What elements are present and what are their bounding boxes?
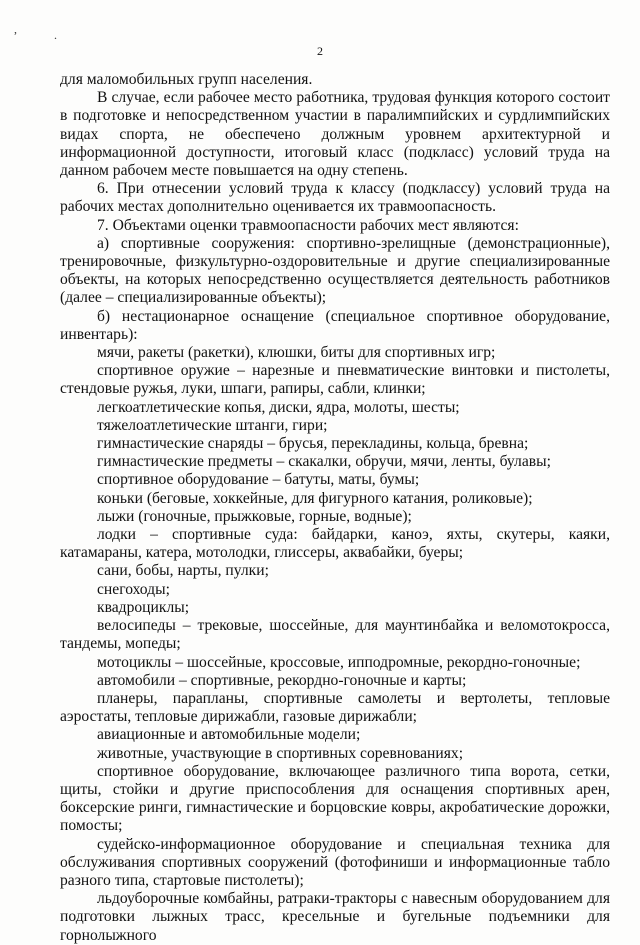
- paragraph: гимнастические предметы – скакалки, обручи, мячи, ленты, булавы;: [97, 453, 551, 471]
- paragraph: лыжи (гоночные, прыжковые, горные, водные);: [97, 507, 412, 525]
- paragraph: для маломобильных групп населения.: [60, 71, 313, 88]
- scan-mark: .: [54, 28, 57, 42]
- paragraph: снегоходы;: [97, 580, 170, 598]
- scan-mark: ,: [14, 22, 17, 36]
- page-number: 2: [317, 44, 323, 58]
- paragraph: планеры, парапланы, спортивные самолеты и вертолеты, тепловые аэростаты, тепловые дирижабли, газовые дирижабли;: [60, 689, 610, 726]
- paragraph: велосипеды – трековые, шоссейные, для маунтинбайка и веломотокросса, тандемы, мопеды;: [60, 617, 610, 653]
- paragraph: квадроциклы;: [97, 598, 190, 616]
- paragraph: мячи, ракеты (ракетки), клюшки, биты для спортивных игр;: [97, 344, 496, 362]
- paragraph: автомобили – спортивные, рекордно-гоночные и карты;: [97, 671, 467, 689]
- paragraph: а) спортивные сооружения: спортивно-зрелищные (демонстрационные), тренировочные, физкультурно-оздоровительные и другие специализированные объекты, на которых непосредственно осуществляется деятельность работников (далее – специализированные объекты);: [60, 234, 610, 307]
- paragraph: животные, участвующие в спортивных соревнованиях;: [97, 744, 464, 762]
- paragraph: гимнастические снаряды – брусья, перекладины, кольца, бревна;: [97, 435, 529, 453]
- paragraph: В случае, если рабочее место работника, трудовая функция которого состоит в подготовке и непосредственном участии в паралимпийских и сурдлимпийских видах спорта, не обеспечено должным уровнем архитектурной и информационной доступности, итоговый класс (подкласс) условий труда на данном рабочем месте повышается на одну степень.: [60, 89, 610, 180]
- paragraph: 7. Объектами оценки травмоопасности рабочих мест являются:: [97, 216, 519, 234]
- paragraph: авиационные и автомобильные модели;: [97, 726, 361, 744]
- paragraph: спортивное оборудование – батуты, маты, бумы;: [97, 471, 420, 489]
- paragraph: судейско-информационное оборудование и специальная техника для обслуживания спортивных сооружений (фотофиниши и информационные табло разного типа, стартовые пистолеты);: [60, 835, 610, 889]
- paragraph: б) нестационарное оснащение (специальное спортивное оборудование, инвентарь):: [60, 307, 610, 343]
- paragraph: лодки – спортивные суда: байдарки, каноэ, яхты, скутеры, каяки, катамараны, катера, мотолодки, глиссеры, аквабайки, буеры;: [60, 526, 610, 562]
- paragraph: легкоатлетические копья, диски, ядра, молоты, шесты;: [97, 398, 460, 416]
- paragraph: мотоциклы – шоссейные, кроссовые, ипподромные, рекордно-гоночные;: [97, 653, 581, 671]
- paragraph: льдоуборочные комбайны, ратраки-тракторы с навесным оборудованием для подготовки лыжных трасс, кресельные и бугельные подъемники для горнолыжного: [60, 890, 610, 944]
- paragraph: 6. При отнесении условий труда к классу (подклассу) условий труда на рабочих местах дополнительно оценивается их травмоопасность.: [60, 180, 610, 216]
- paragraph: сани, бобы, нарты, пулки;: [97, 562, 269, 580]
- paragraph: спортивное оборудование, включающее различного типа ворота, сетки, щиты, стойки и другие приспособления для оснащения спортивных арен, боксерские ринги, гимнастические и борцовские ковры, акробатические дорожки, помосты;: [60, 762, 610, 835]
- document-body: [60, 71, 610, 945]
- paragraph: коньки (беговые, хоккейные, для фигурного катания, роликовые);: [97, 489, 533, 507]
- paragraph: спортивное оружие – нарезные и пневматические винтовки и пистолеты, стендовые ружья, луки, шпаги, рапиры, сабли, клинки;: [60, 362, 610, 398]
- paragraph: тяжелоатлетические штанги, гири;: [97, 416, 328, 434]
